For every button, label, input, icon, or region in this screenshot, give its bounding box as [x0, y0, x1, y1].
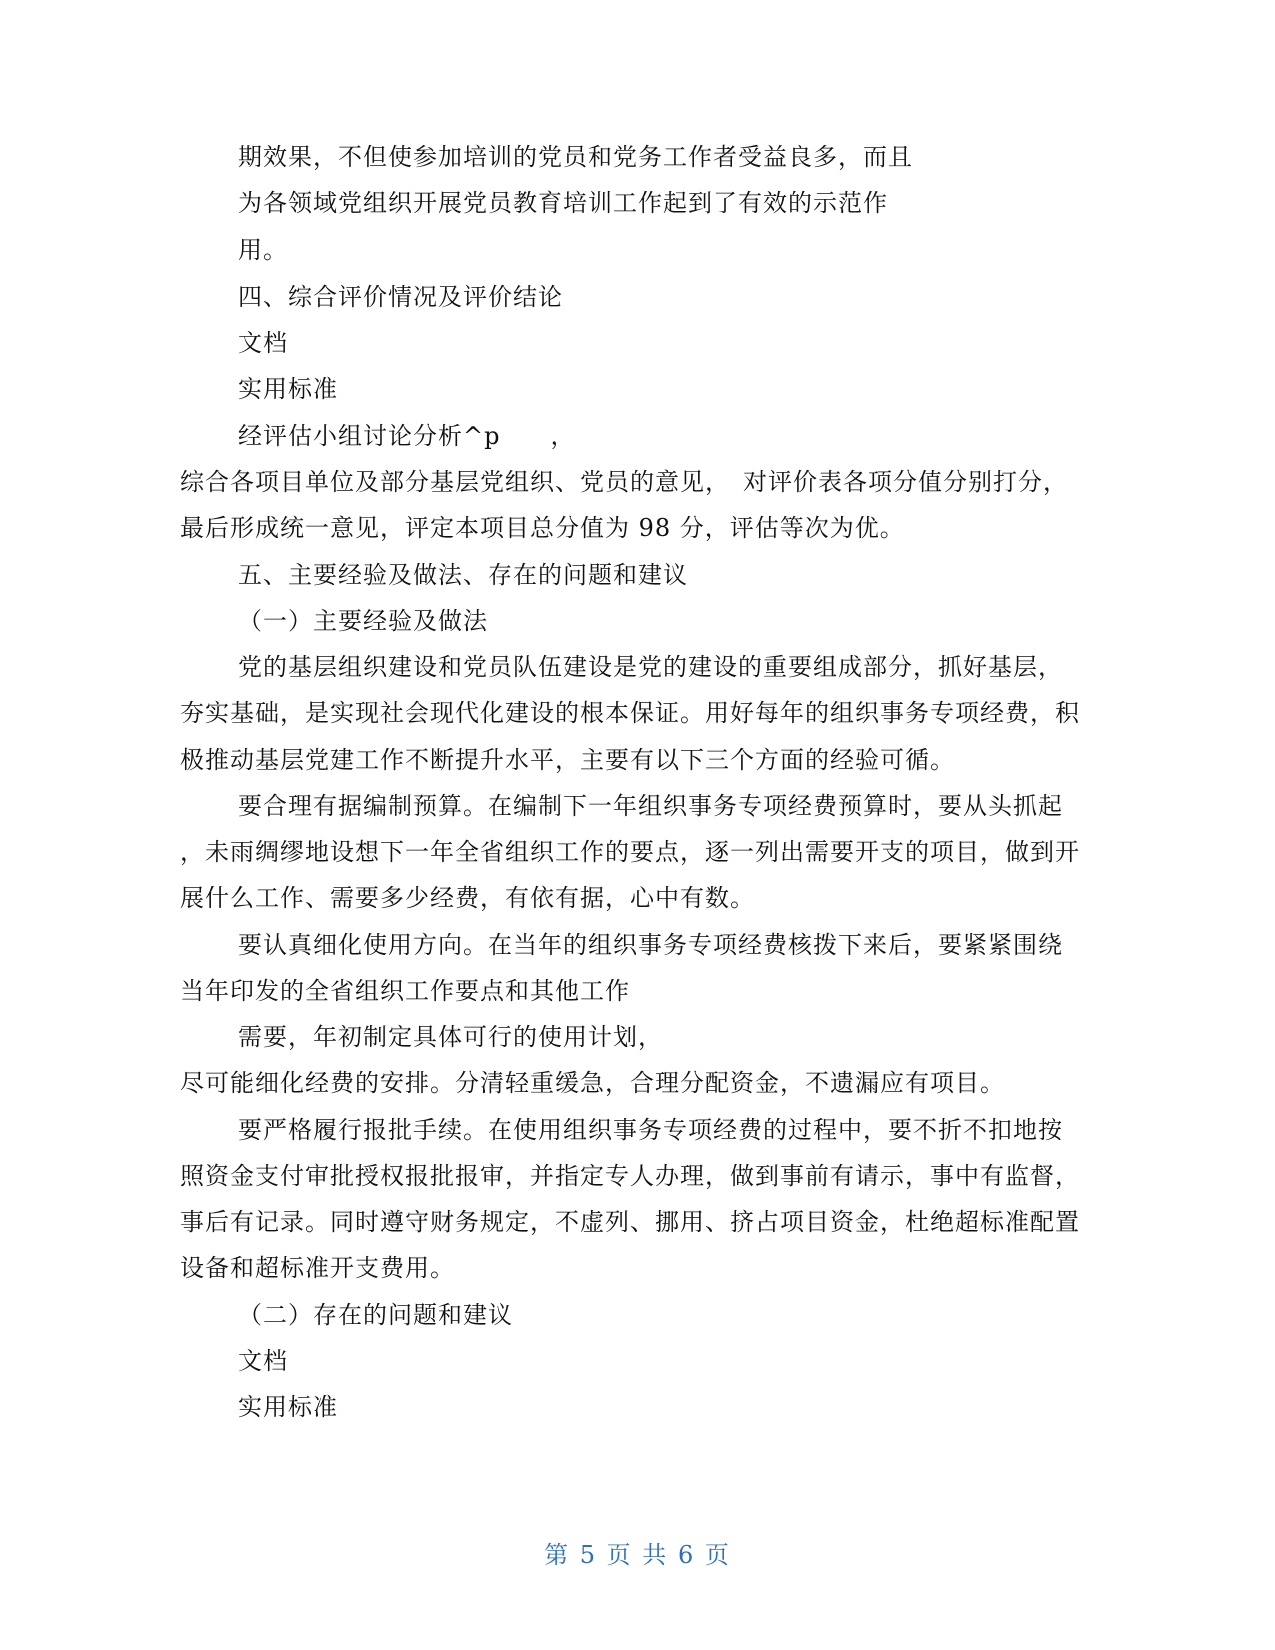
section-heading: 五、主要经验及做法、存在的问题和建议: [238, 561, 688, 589]
text-line: 夯实基础，是实现社会现代化建设的根本保证。用好每年的组织事务专项经费，积: [180, 699, 1080, 727]
text-line: 当年印发的全省组织工作要点和其他工作: [180, 977, 630, 1005]
text-line: 文档: [238, 329, 288, 357]
page-number-footer: 第 5 页 共 6 页: [544, 1541, 731, 1569]
subsection-heading: （二）存在的问题和建议: [238, 1301, 513, 1329]
text-line: 照资金支付审批授权报批报审，并指定专人办理，做到事前有请示，事中有监督，: [180, 1162, 1080, 1190]
text-line: 需要，年初制定具体可行的使用计划，: [238, 1023, 663, 1051]
text-line: 经评估小组讨论分析^p ，: [238, 422, 576, 450]
text-line: 极推动基层党建工作不断提升水平，主要有以下三个方面的经验可循。: [180, 746, 955, 774]
text-line: 要认真细化使用方向。在当年的组织事务专项经费核拨下来后，要紧紧围绕: [238, 931, 1063, 959]
text-line: 实用标准: [238, 1393, 338, 1421]
section-heading: 四、综合评价情况及评价结论: [238, 283, 563, 311]
subsection-heading: （一）主要经验及做法: [238, 607, 488, 635]
text-line: 实用标准: [238, 375, 338, 403]
text-line: 综合各项目单位及部分基层党组织、党员的意见， 对评价表各项分值分别打分，: [180, 468, 1068, 496]
text-line: 设备和超标准开支费用。: [180, 1254, 455, 1282]
text-line: 尽可能细化经费的安排。分清轻重缓急，合理分配资金，不遗漏应有项目。: [180, 1069, 1005, 1097]
text-line: 文档: [238, 1347, 288, 1375]
text-line: 展什么工作、需要多少经费，有依有据，心中有数。: [180, 884, 755, 912]
text-line: 要合理有据编制预算。在编制下一年组织事务专项经费预算时，要从头抓起: [238, 792, 1063, 820]
text-line: 用。: [238, 236, 288, 264]
text-line: 最后形成统一意见，评定本项目总分值为 98 分，评估等次为优。: [180, 514, 905, 542]
text-line: 期效果，不但使参加培训的党员和党务工作者受益良多，而且: [238, 143, 913, 171]
text-line: ，未雨绸缪地设想下一年全省组织工作的要点，逐一列出需要开支的项目，做到开: [180, 838, 1080, 866]
text-line: 要严格履行报批手续。在使用组织事务专项经费的过程中，要不折不扣地按: [238, 1116, 1063, 1144]
text-line: 党的基层组织建设和党员队伍建设是党的建设的重要组成部分，抓好基层，: [238, 653, 1063, 681]
text-line: 为各领域党组织开展党员教育培训工作起到了有效的示范作: [238, 189, 888, 217]
text-line: 事后有记录。同时遵守财务规定，不虚列、挪用、挤占项目资金，杜绝超标准配置: [180, 1208, 1080, 1236]
